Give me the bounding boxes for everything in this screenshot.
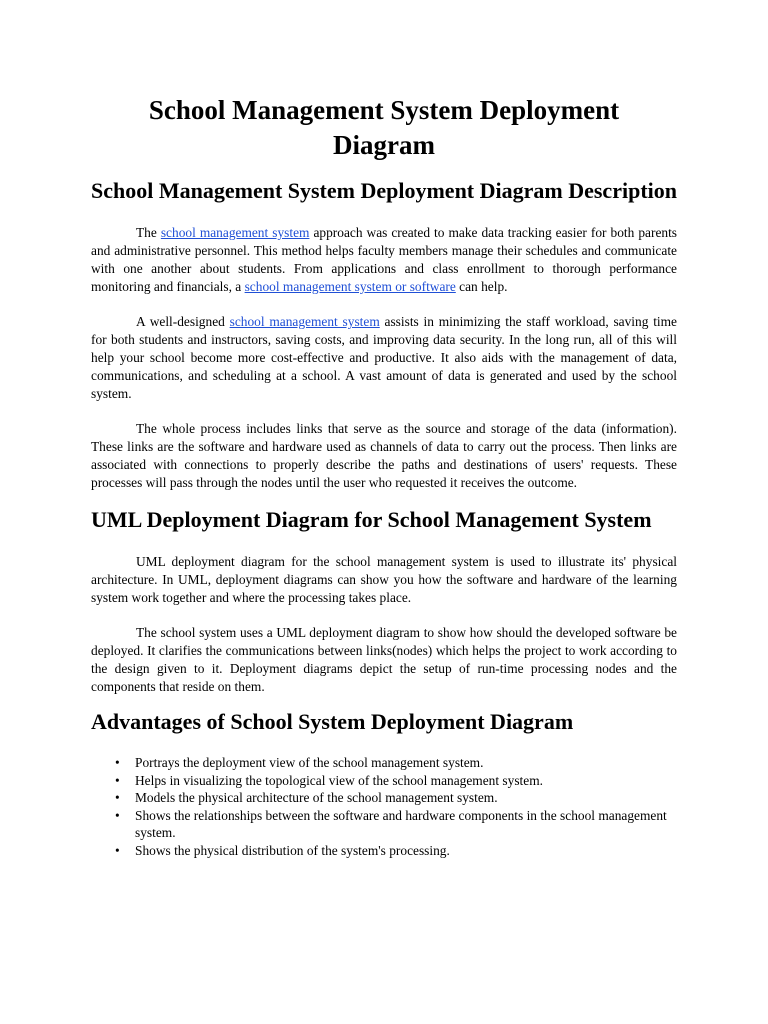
description-paragraph-2 [91, 313, 677, 403]
list-item [115, 789, 677, 807]
page-title: School Management System Deployment Diagram [148, 95, 620, 160]
uml-paragraph-2: The school system uses a UML deployment diagram to show how should the developed software be deployed. It clarifies the communications between links(nodes) which helps the project to work according to the design given to it. Deployment diagrams depict the setup of run-time processing nodes and the components that reside on them. [91, 625, 677, 694]
list-item [115, 772, 677, 790]
list-item [115, 754, 677, 772]
heading-description: School Management System Deployment Diagram Description [91, 178, 677, 203]
school-management-software-link[interactable]: school management system or software [244, 279, 456, 294]
list-item [115, 807, 677, 842]
bullet-icon: • [115, 842, 120, 858]
school-management-system-link[interactable]: school management system [160, 225, 310, 240]
heading-advantages: Advantages of School System Deployment Diagram [91, 709, 574, 734]
text-span: A well-designed [136, 314, 230, 329]
text-span: The [136, 225, 161, 240]
advantages-list [91, 754, 677, 859]
school-management-system-link-2[interactable]: school management system [229, 314, 380, 329]
list-item [115, 842, 677, 860]
description-paragraph-1 [91, 224, 677, 296]
bullet-icon: • [115, 755, 120, 770]
uml-paragraph-1: UML deployment diagram for the school management system is used to illustrate its' physical architecture. In UML, deployment diagrams can show you how the software and hardware of the learning system work together and where the processing takes place. [91, 554, 677, 605]
text-span: can help. [455, 279, 508, 294]
list-item-text: Shows the physical distribution of the system's processing. [135, 842, 450, 858]
list-item-text: Models the physical architecture of the school management system. [135, 790, 498, 805]
text-span: assists in minimizing the staff workload, saving time for both students and instructors, saving costs, and improving data security. In the long run, all of this will help your school become more cost-effective and productive. It also aids with the management of data, communications, and scheduling at a school. A vast amount of data is generated and used by the school system. [91, 314, 677, 401]
bullet-icon: • [115, 772, 120, 788]
list-item-text: Helps in visualizing the topological view of the school management system. [135, 772, 543, 788]
list-item-text: Portrays the deployment view of the school management system. [135, 755, 484, 770]
bullet-icon: • [115, 807, 120, 823]
heading-uml: UML Deployment Diagram for School Management System [91, 507, 652, 532]
list-item-text: Shows the relationships between the software and hardware components in the school management system. [135, 807, 667, 840]
description-paragraph-3: The whole process includes links that serve as the source and storage of the data (information). These links are the software and hardware used as channels of data to carry out the process. Then links are associated with connections to properly describe the paths and destinations of users' requests. These processes will pass through the nodes until the user who requested it receives the outcome. [91, 421, 677, 490]
bullet-icon: • [115, 790, 120, 805]
text-span: approach was created to make data tracking easier for both parents and administrative personnel. This method helps faculty members manage their schedules and communicate with one another about students. From applications and class enrollment to thorough performance monitoring and financials, a [91, 225, 678, 294]
